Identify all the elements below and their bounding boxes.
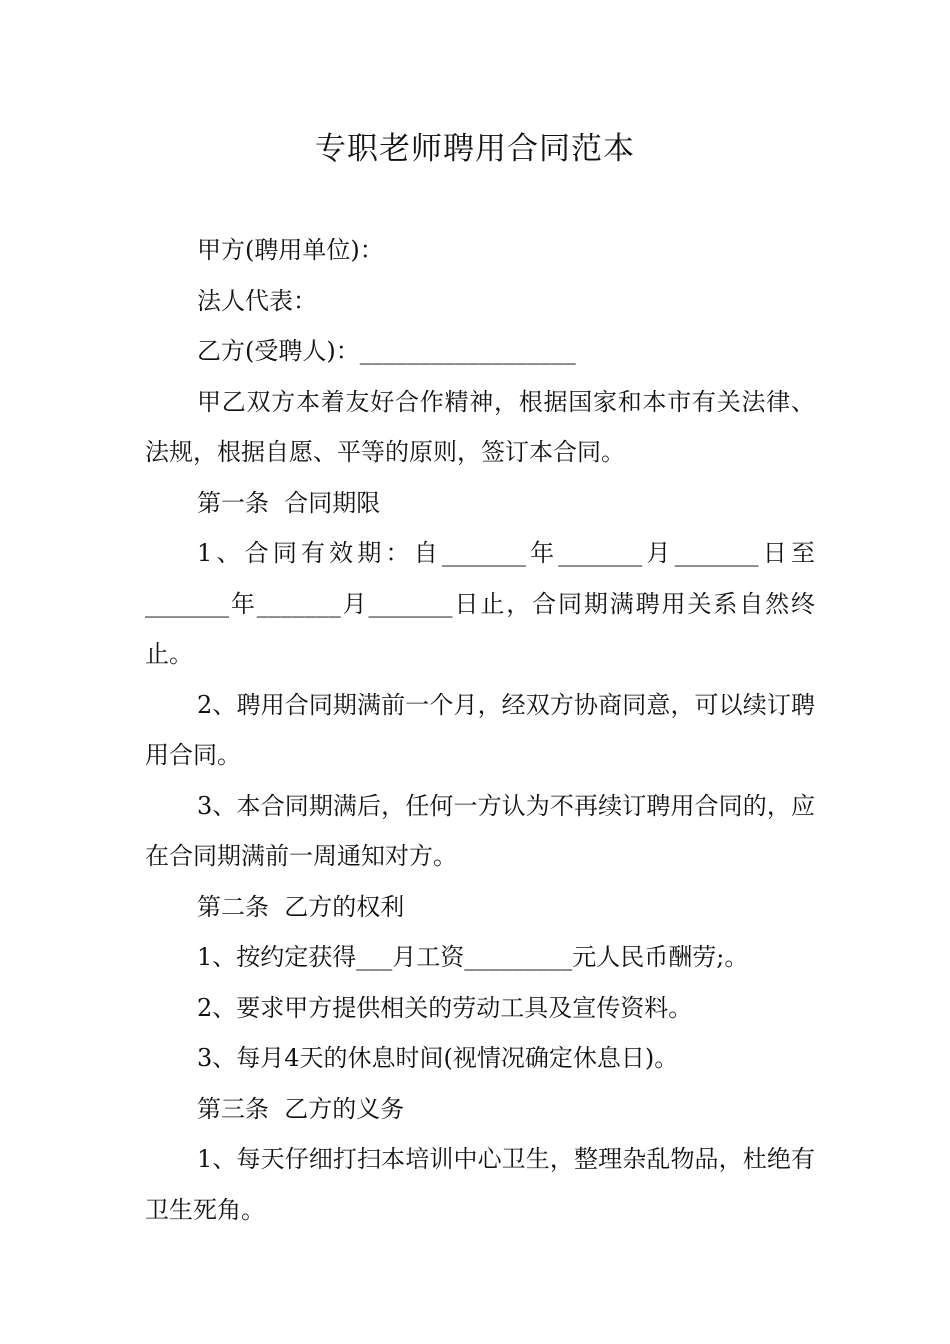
- article-1-clause-2: 2、聘用合同期满前一个月，经双方协商同意，可以续订聘用合同。: [145, 690, 815, 769]
- preamble-paragraph: 甲乙双方本着友好合作精神，根据国家和本市有关法律、法规，根据自愿、平等的原则，签订本合同。: [145, 387, 815, 466]
- party-a-line: 甲方(聘用单位)：: [197, 236, 384, 264]
- article-2-clause-2: 2、要求甲方提供相关的劳动工具及宣传资料。: [197, 993, 693, 1022]
- article-2-clause-3: 3、每月4天的休息时间(视情况确定休息日)。: [197, 1044, 679, 1072]
- article-2-heading: 第二条 乙方的权利: [197, 892, 405, 921]
- article-3-heading: 第三条 乙方的义务: [197, 1094, 405, 1123]
- article-2-clause-1: 1、按约定获得___月工资_________元人民币酬劳;。: [197, 943, 749, 971]
- legal-representative-line: 法人代表：: [197, 286, 317, 315]
- article-1-clause-1: 1、合同有效期：自_______年_______月_______日至_______年_______月_______日止，合同期满聘用关系自然终止。: [145, 539, 815, 668]
- document-title: 专职老师聘用合同范本: [315, 131, 635, 167]
- article-1-heading: 第一条 合同期限: [197, 488, 381, 517]
- document-body: [145, 225, 815, 1235]
- article-1-clause-3: 3、本合同期满后，任何一方认为不再续订聘用合同的，应在合同期满前一周通知对方。: [145, 791, 815, 870]
- party-b-line: 乙方(受聘人)：__________________: [197, 337, 576, 365]
- article-3-clause-1: 1、每天仔细打扫本培训中心卫生，整理杂乱物品，杜绝有卫生死角。: [145, 1145, 815, 1224]
